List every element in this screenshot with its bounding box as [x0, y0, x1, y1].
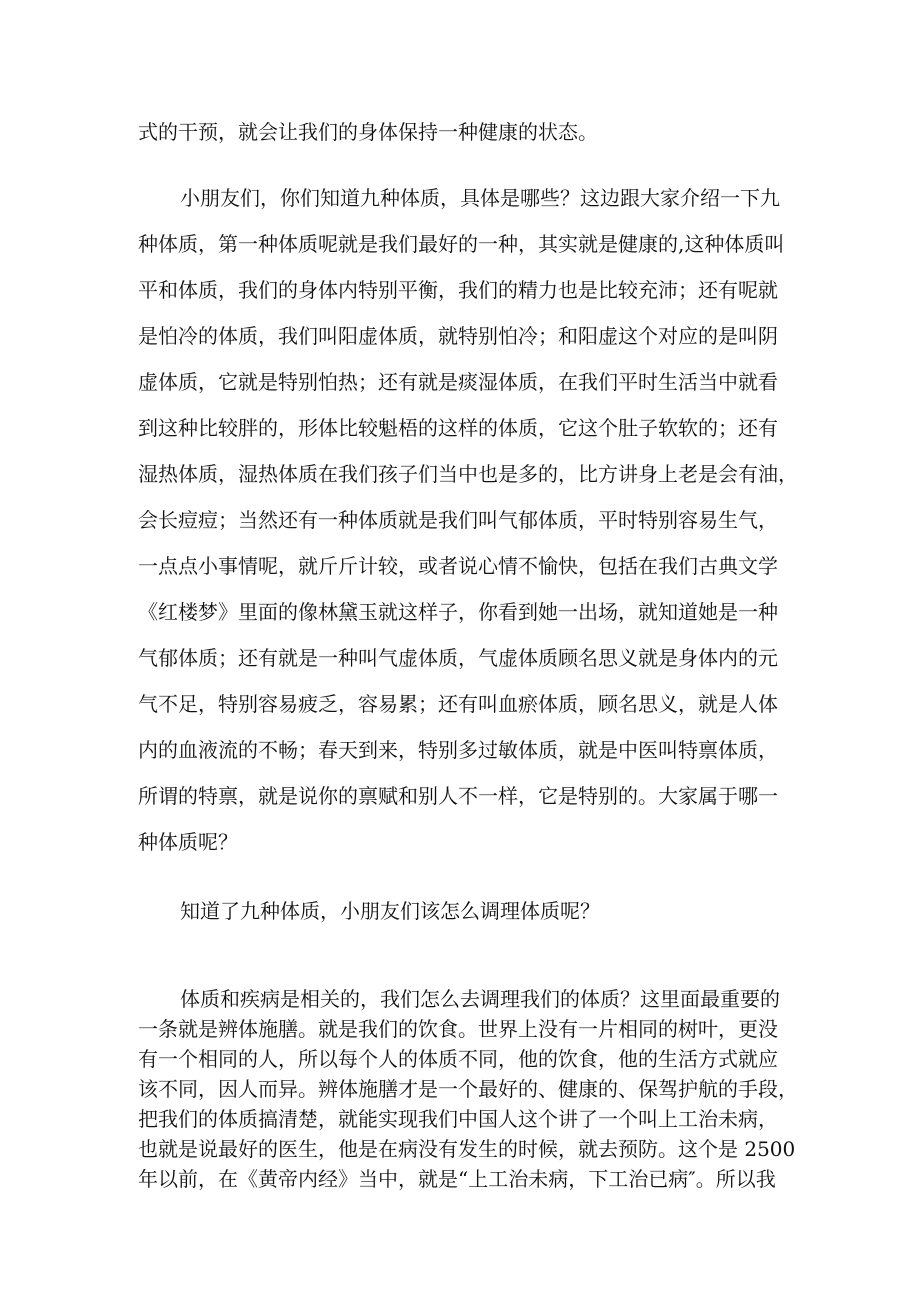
paragraph-line: 气郁体质；还有就是一种叫气虚体质，气虚体质顾名思义就是身体内的元: [138, 646, 778, 670]
paragraph-line: 一点点小事情呢，就斤斤计较，或者说心情不愉快，包括在我们古典文学: [138, 554, 778, 578]
paragraph-line: 内的血液流的不畅；春天到来，特别多过敏体质，就是中医叫特禀体质，: [138, 738, 778, 762]
paragraph-line: 种体质呢？: [138, 830, 238, 854]
paragraph-line: 气不足，特别容易疲乏，容易累；还有叫血瘀体质，顾名思义，就是人体: [138, 692, 778, 716]
paragraph-line: 种体质，第一种体质呢就是我们最好的一种，其实就是健康的,这种体质叫: [138, 232, 785, 256]
paragraph-line: 该不同，因人而异。辨体施膳才是一个最好的、健康的、保驾护航的手段，: [138, 1077, 798, 1101]
paragraph-line: 一条就是辨体施膳。就是我们的饮食。世界上没有一片相同的树叶，更没: [138, 1017, 778, 1041]
paragraph-line: 有一个相同的人，所以每个人的体质不同，他的饮食，他的生活方式就应: [138, 1047, 778, 1071]
paragraph-line: 湿热体质，湿热体质在我们孩子们当中也是多的，比方讲身上老是会有油，: [138, 462, 798, 486]
paragraph-line: 体质和疾病是相关的，我们怎么去调理我们的体质？这里面最重要的: [180, 987, 780, 1011]
paragraph-line: 所谓的特禀，就是说你的禀赋和别人不一样，它是特别的。大家属于哪一: [138, 784, 778, 808]
paragraph-line: 会长痘痘；当然还有一种体质就是我们叫气郁体质，平时特别容易生气，: [138, 508, 778, 532]
paragraph-line: 到这种比较胖的，形体比较魁梧的这样的体质，它这个肚子软软的；还有: [138, 416, 778, 440]
paragraph-line: 是怕冷的体质，我们叫阳虚体质，就特别怕冷；和阳虚这个对应的是叫阴: [138, 324, 778, 348]
paragraph-line: 把我们的体质搞清楚，就能实现我们中国人这个讲了一个叫上工治未病，: [138, 1107, 778, 1131]
paragraph-line: 小朋友们，你们知道九种体质，具体是哪些？这边跟大家介绍一下九: [180, 186, 780, 210]
paragraph-line: 平和体质，我们的身体内特别平衡，我们的精力也是比较充沛；还有呢就: [138, 278, 778, 302]
paragraph-line: 式的干预，就会让我们的身体保持一种健康的状态。: [138, 120, 598, 144]
paragraph-line: 知道了九种体质，小朋友们该怎么调理体质呢？: [180, 899, 600, 923]
paragraph-line: 《红楼梦》里面的像林黛玉就这样子，你看到她一出场，就知道她是一种: [138, 600, 778, 624]
paragraph-line: 虚体质，它就是特别怕热；还有就是痰湿体质，在我们平时生活当中就看: [138, 370, 778, 394]
paragraph-line: 也就是说最好的医生，他是在病没有发生的时候，就去预防。这个是 2500: [138, 1137, 796, 1161]
paragraph-line: 年以前，在《黄帝内经》当中，就是“上工治未病，下工治已病″。所以我: [138, 1167, 776, 1191]
